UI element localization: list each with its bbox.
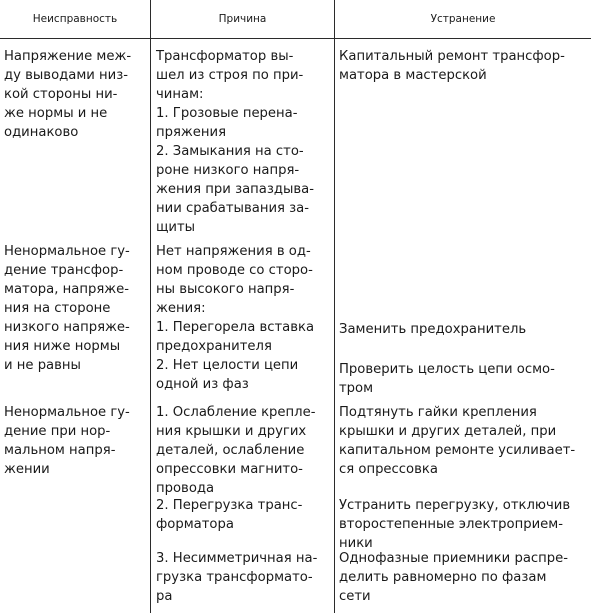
row3-remedy-2: Устранить перегрузку, отключив второстепенные электроприем- ники (339, 498, 571, 551)
row1-cause: Трансформатор вы- шел из строя по при- чинам: 1. Грозовые перена- пряжения 2. Замыкания на сто- роне низкого напря- жения при запаздыва- нии срабатывания за- щиты (156, 49, 315, 235)
row3-cause-3: 3. Несимметричная на- грузка трансформато- ра (156, 551, 318, 604)
row2-remedy-1: Заменить предохранитель (339, 322, 527, 337)
row3-fault: Ненормальное гу- дение при нор- мальном напря- жении (4, 405, 130, 477)
row2-fault: Ненормальное гу- дение трансфор- матора, напряже- ния на стороне низкого напряже- ния ниже нормы и не равны (4, 244, 130, 373)
header-remedy: Устранение (430, 13, 496, 25)
row2-cause: Нет напряжения в од- ном проводе со сторо- ны высокого напря- жения: 1. Перегорела вставка предохранителя 2. Нет целости цепи одной из фаз (156, 244, 315, 392)
row2-remedy-2: Проверить целость цепи осмо- тром (339, 362, 555, 396)
row1-remedy: Капитальный ремонт трансфор- матора в мастерской (339, 49, 565, 83)
row3-remedy-3: Однофазные приемники распре- делить равномерно по фазам сети (339, 551, 569, 604)
header-fault: Неисправность (32, 13, 118, 25)
header-cause: Причина (218, 13, 267, 25)
row3-remedy-1: Подтянуть гайки крепления крышки и других деталей, при капитальном ремонте усиливает- ся опрессовка (339, 405, 576, 477)
header-divider (0, 38, 591, 39)
column-divider (150, 0, 151, 613)
row3-cause-1: 1. Ослабление крепле- ния крышки и других деталей, ослабление опрессовки магнито- провода (156, 405, 316, 496)
row3-cause-2: 2. Перегрузка транс- форматора (156, 498, 303, 532)
row1-fault: Напряжение меж- ду выводами низ- кой стороны ни- же нормы и не одинаково (4, 49, 132, 140)
column-divider (334, 0, 335, 613)
